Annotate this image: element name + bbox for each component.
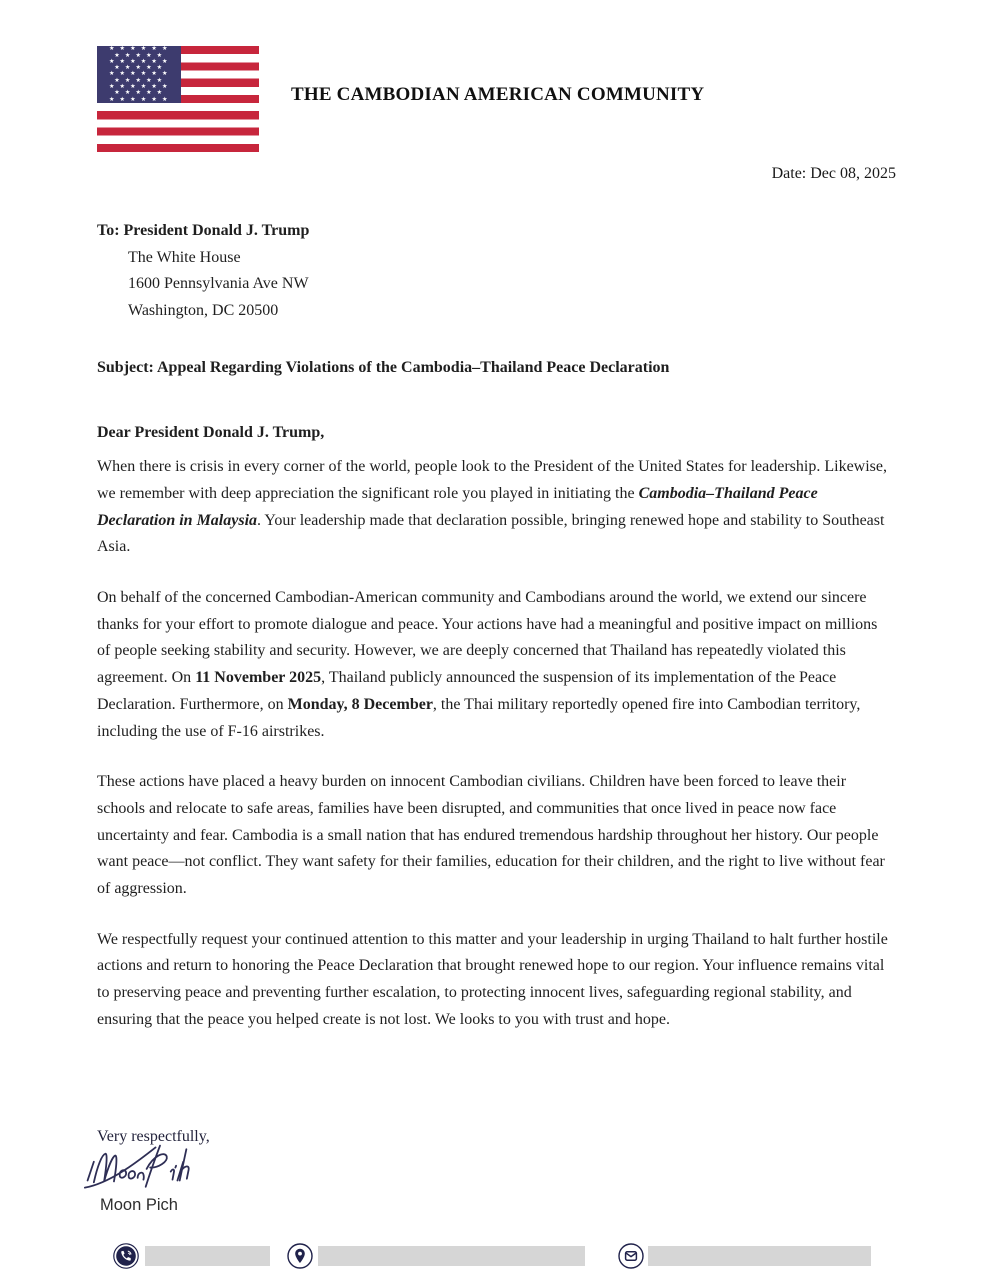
us-flag bbox=[97, 46, 259, 152]
phone-icon bbox=[113, 1243, 139, 1269]
address-line-3: Washington, DC 20500 bbox=[128, 302, 279, 320]
redacted-address bbox=[318, 1246, 585, 1266]
flag-star-row: ★ ★ ★ ★ ★ ★ bbox=[108, 95, 170, 103]
flag-star-row: ★ ★ ★ ★ ★ ★ bbox=[108, 46, 170, 53]
redacted-email bbox=[648, 1246, 871, 1266]
paragraph-4: We respectfully request your continued attention to this matter and your leadership in urging Thailand to halt further hostile actions and return to honoring the Peace Declaration that brought renewed hope to our region. Your influence remains vital to preserving peace and preventing further escalation, to protecting innocent lives, safeguarding regional stability, and ensuring that the peace you helped create is not lost. We looks to you with trust and hope. bbox=[97, 930, 888, 1028]
handwritten-signature bbox=[84, 1141, 236, 1195]
recipient-to-line: To: President Donald J. Trump bbox=[97, 222, 310, 239]
address-line-2: 1600 Pennsylvania Ave NW bbox=[128, 275, 309, 293]
paragraph-3: These actions have placed a heavy burden on innocent Cambodian civilians. Children have been forced to leave their schools and relocate to safe areas, families have been disrupted, and communities that once lived in peace now face uncertainty and fear. Cambodia is a small nation that has endured tremendous hardship throughout her history. Our people want peace—not conflict. They want safety for their families, education for their children, and the right to live without fear of aggression. bbox=[97, 773, 885, 898]
text-segment-emphasis: Cambodia–Thailand Peace Declaration in Malaysia bbox=[97, 484, 818, 529]
paragraph-1 bbox=[97, 454, 892, 561]
paragraph-2 bbox=[97, 585, 892, 745]
recipient-address bbox=[97, 245, 892, 325]
flag-star-row: ★ ★ ★ ★ ★ ★ bbox=[108, 70, 170, 78]
text-segment: , Thailand publicly announced the suspension of its implementation of the Peace Declaration. Furthermore, on bbox=[97, 669, 837, 713]
text-segment: , the Thai military reportedly opened fire into Cambodian territory, including the use of F-16 airstrikes. bbox=[97, 695, 861, 740]
redacted-phone-number bbox=[145, 1246, 270, 1266]
closing-block bbox=[97, 1128, 417, 1233]
letter-body bbox=[97, 218, 892, 1034]
flag-star-row: ★ ★ ★ ★ ★ bbox=[114, 51, 164, 59]
text-segment: . Your leadership made that declaration possible, bringing renewed hope and stability to Southeast Asia. bbox=[97, 511, 885, 556]
signer-typed-name: Moon Pich bbox=[100, 1196, 178, 1214]
location-pin-icon bbox=[287, 1243, 313, 1269]
address-line-1: The White House bbox=[128, 248, 241, 266]
organization-title: THE CAMBODIAN AMERICAN COMMUNITY bbox=[291, 84, 705, 105]
email-icon bbox=[618, 1243, 644, 1269]
text-segment-bold: 11 November 2025 bbox=[195, 669, 322, 687]
text-segment-bold: Monday, 8 December bbox=[287, 695, 433, 713]
flag-star-row: ★ ★ ★ ★ ★ bbox=[114, 64, 164, 72]
contact-footer bbox=[0, 1243, 989, 1273]
flag-star-row: ★ ★ ★ ★ ★ bbox=[114, 76, 164, 84]
text-segment: On behalf of the concerned Cambodian-American community and Cambodians around the world, we extend our sincere thanks for your effort to promote dialogue and peace. Your actions have had a meaningful and positive impact on millions of people seeking stability and security. However, we are deeply concerned that Thailand has repeatedly violated this agreement. On bbox=[97, 589, 878, 687]
flag-star-row: ★ ★ ★ ★ ★ ★ bbox=[108, 57, 170, 65]
us-flag-canton bbox=[97, 46, 181, 103]
subject-line: Subject: Appeal Regarding Violations of the Cambodia–Thailand Peace Declaration bbox=[97, 358, 670, 376]
valediction: Very respectfully, bbox=[97, 1128, 210, 1145]
flag-star-row: ★ ★ ★ ★ ★ bbox=[114, 89, 164, 97]
salutation: Dear President Donald J. Trump, bbox=[97, 423, 325, 441]
text-segment: When there is crisis in every corner of the world, people look to the President of the United States for leadership. Likewise, we remember with deep appreciation the significant role you played in initiating the bbox=[97, 458, 887, 502]
flag-star-row: ★ ★ ★ ★ ★ ★ bbox=[108, 82, 170, 90]
date-line: Date: Dec 08, 2025 bbox=[771, 165, 896, 182]
